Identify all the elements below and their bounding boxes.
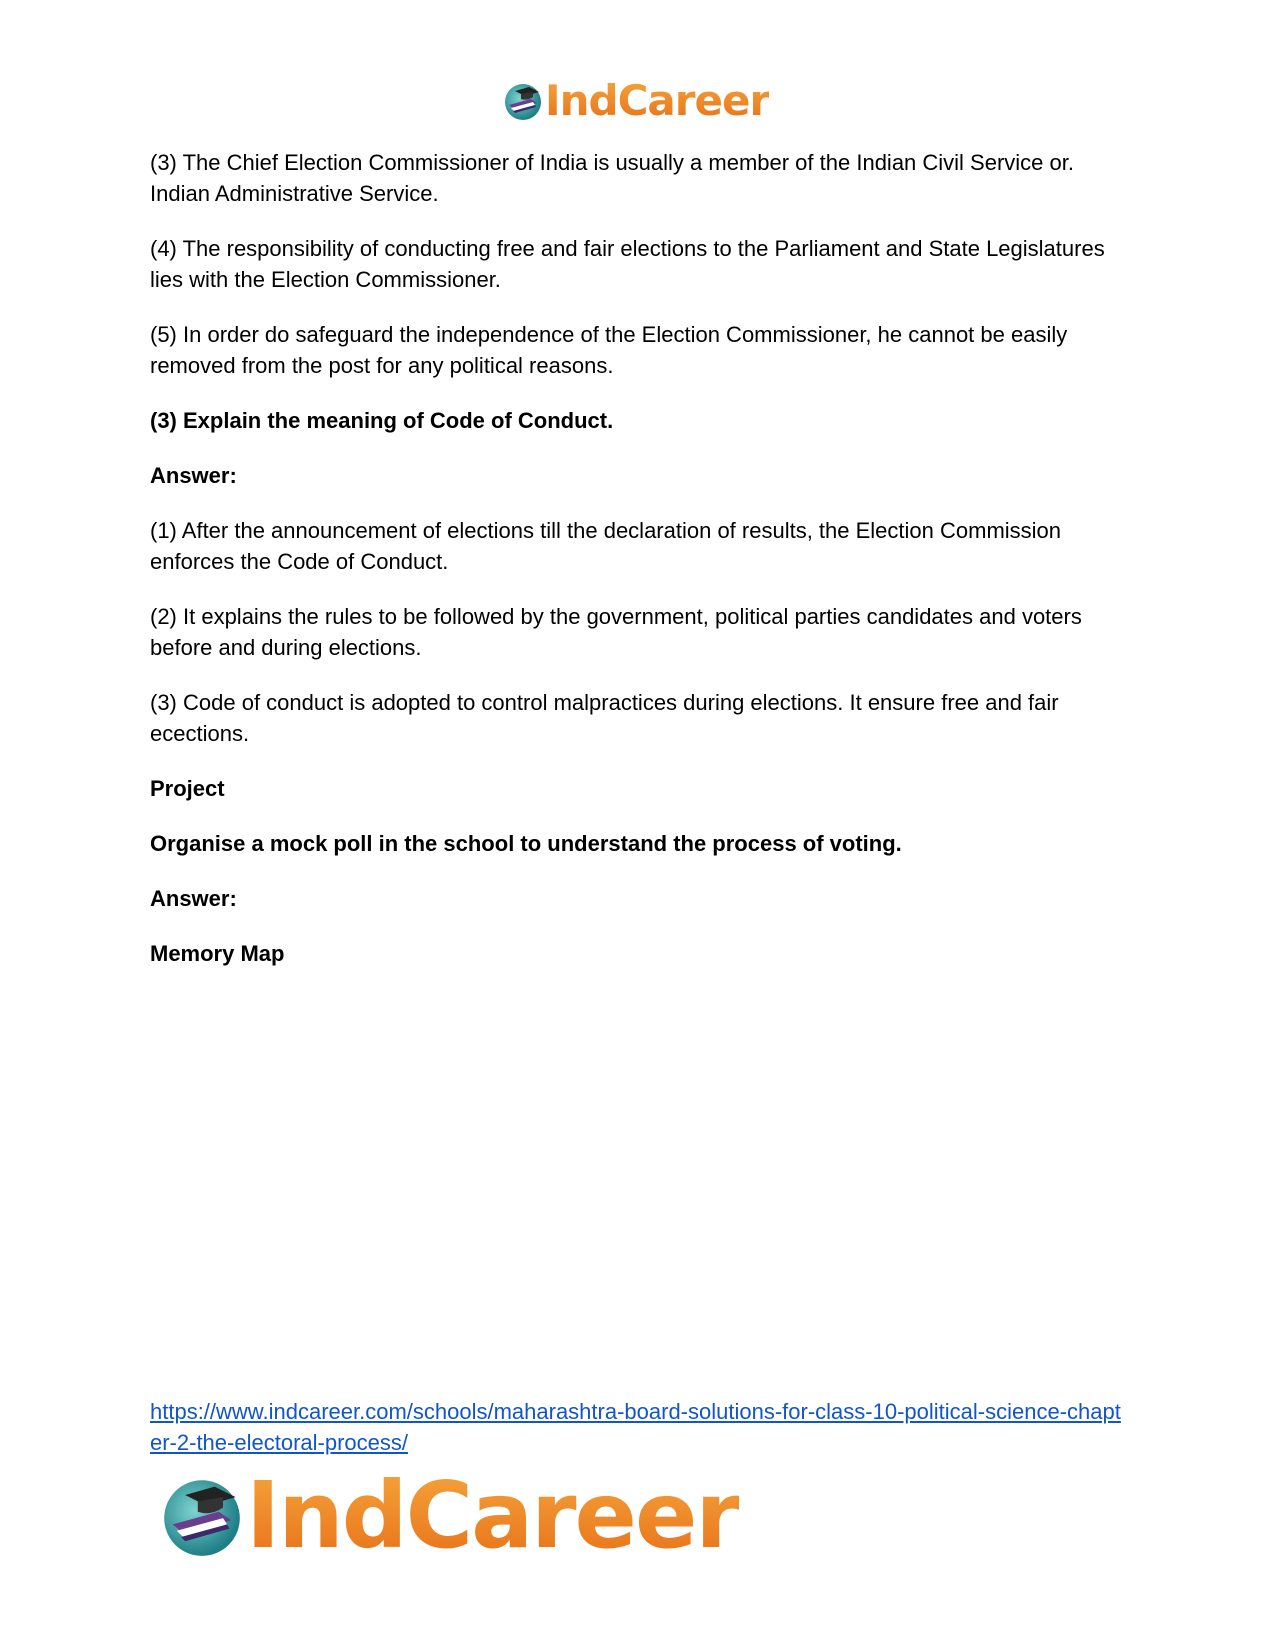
- heading-text: Memory Map: [150, 941, 285, 966]
- heading-text: (3) Explain the meaning of Code of Conduct.: [150, 408, 614, 433]
- body-paragraph: (3) Code of conduct is adopted to control malpractices during elections. It ensure free and fair ecections.: [150, 690, 1059, 746]
- body-paragraph: (3) The Chief Election Commissioner of India is usually a member of the Indian Civil Service or. Indian Administrative Service.: [150, 150, 1074, 206]
- body-paragraph: (2) It explains the rules to be followed by the government, political parties candidates and voters before and during elections.: [150, 604, 1082, 660]
- document-body: [150, 147, 1130, 993]
- logo-wordmark: IndCareer: [545, 76, 770, 125]
- body-paragraph: (5) In order do safeguard the independence of the Election Commissioner, he cannot be easily removed from the post for any political reasons.: [150, 322, 1068, 378]
- header-logo: [503, 76, 770, 125]
- footer-logo: [160, 1462, 739, 1569]
- heading-text: Answer:: [150, 886, 237, 911]
- heading-text: Organise a mock poll in the school to understand the process of voting.: [150, 831, 902, 856]
- heading-text: Answer:: [150, 463, 237, 488]
- heading-text: Project: [150, 776, 225, 801]
- graduation-cap-globe-icon: [160, 1474, 244, 1558]
- body-paragraph: (1) After the announcement of elections till the declaration of results, the Election Commission enforces the Code of Conduct.: [150, 518, 1062, 574]
- body-paragraph: (4) The responsibility of conducting free and fair elections to the Parliament and State Legislatures lies with the Election Commissioner.: [150, 236, 1105, 292]
- source-link[interactable]: https://www.indcareer.com/schools/maharashtra-board-solutions-for-class-10-political-science-chapter-2-the-electoral-process/: [150, 1399, 1121, 1455]
- logo-wordmark: IndCareer: [246, 1462, 739, 1569]
- graduation-cap-globe-icon: [503, 81, 543, 121]
